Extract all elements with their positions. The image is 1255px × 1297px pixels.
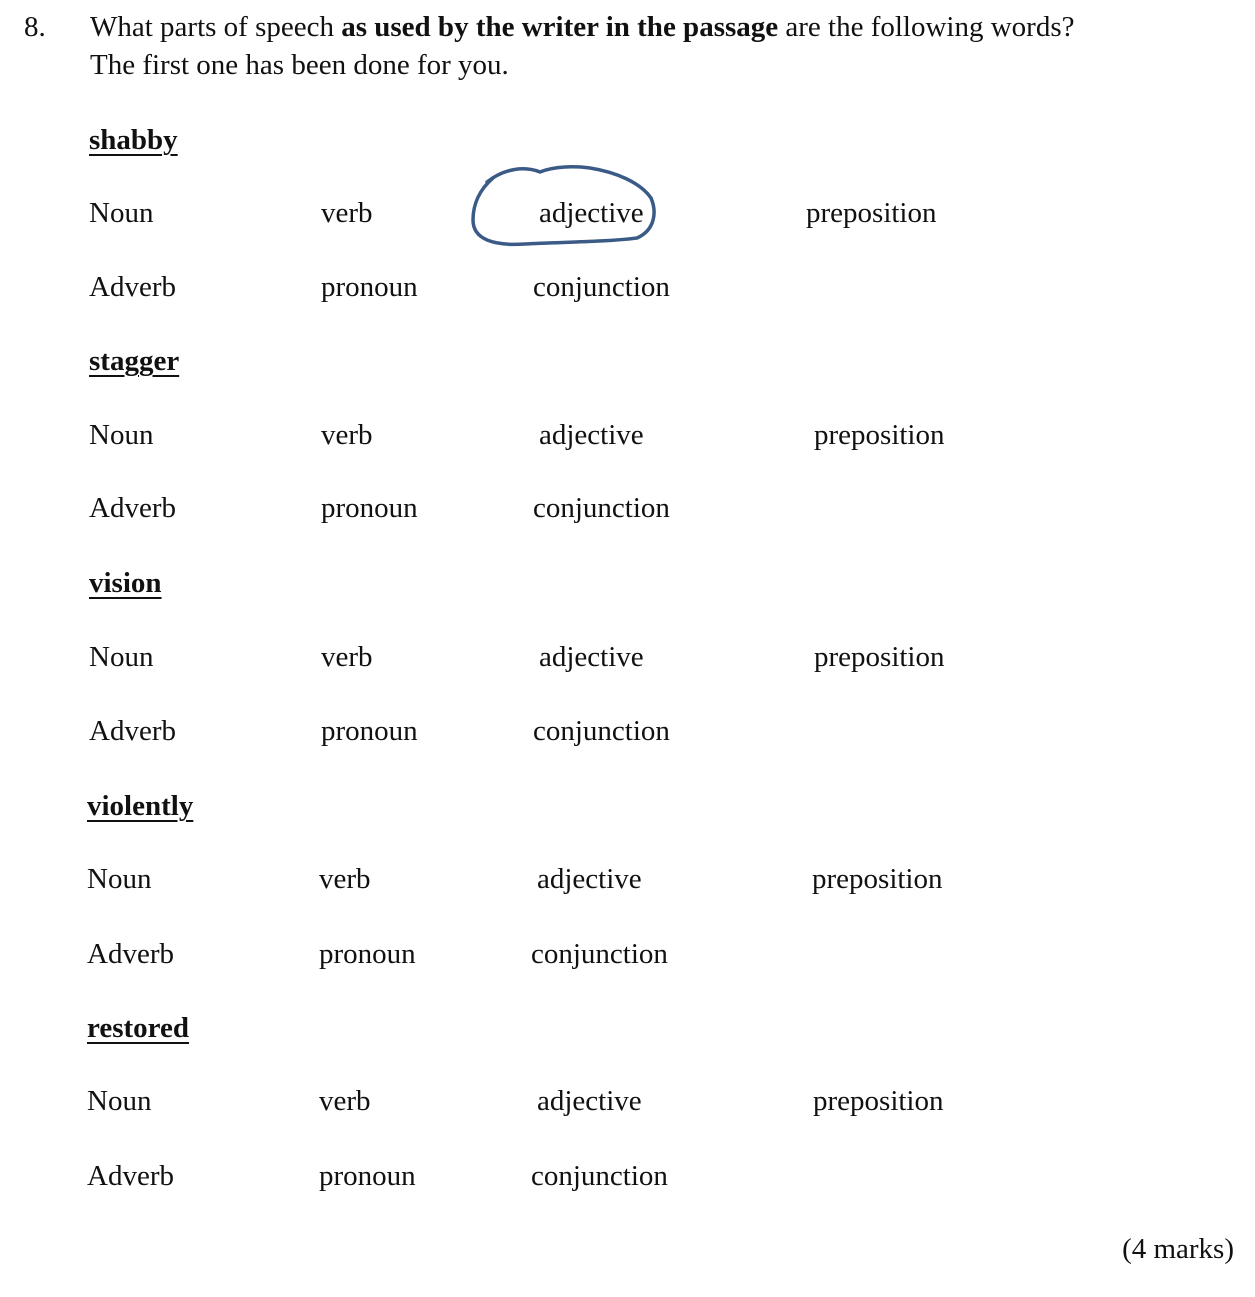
question-instruction: The first one has been done for you. xyxy=(90,49,509,81)
option-adverb[interactable]: Adverb xyxy=(89,715,176,747)
option-pronoun[interactable]: pronoun xyxy=(321,492,418,524)
option-adjective[interactable]: adjective xyxy=(539,641,644,673)
option-preposition[interactable]: preposition xyxy=(806,197,937,229)
option-pronoun[interactable]: pronoun xyxy=(321,271,418,303)
option-noun[interactable]: Noun xyxy=(89,419,154,451)
option-adjective[interactable]: adjective xyxy=(539,419,644,451)
option-conjunction[interactable]: conjunction xyxy=(533,715,670,747)
option-adjective[interactable]: adjective xyxy=(537,863,642,895)
target-word-violently: violently xyxy=(87,790,194,822)
option-verb[interactable]: verb xyxy=(319,863,371,895)
option-noun[interactable]: Noun xyxy=(89,641,154,673)
option-verb[interactable]: verb xyxy=(319,1085,371,1117)
option-preposition[interactable]: preposition xyxy=(814,641,945,673)
option-pronoun[interactable]: pronoun xyxy=(319,938,416,970)
option-pronoun[interactable]: pronoun xyxy=(321,715,418,747)
option-adverb[interactable]: Adverb xyxy=(89,271,176,303)
option-adverb[interactable]: Adverb xyxy=(87,1160,174,1192)
question-emphasis: as used by the writer in the passage xyxy=(341,11,779,43)
option-noun[interactable]: Noun xyxy=(87,863,152,895)
option-noun[interactable]: Noun xyxy=(89,197,154,229)
option-adverb[interactable]: Adverb xyxy=(89,492,176,524)
option-verb[interactable]: verb xyxy=(321,419,373,451)
option-preposition[interactable]: preposition xyxy=(812,863,943,895)
question-number: 8. xyxy=(24,11,46,43)
question-intro: What parts of speech xyxy=(90,11,342,43)
option-conjunction[interactable]: conjunction xyxy=(531,1160,668,1192)
target-word-restored: restored xyxy=(87,1012,190,1044)
option-pronoun[interactable]: pronoun xyxy=(319,1160,416,1192)
option-conjunction[interactable]: conjunction xyxy=(531,938,668,970)
option-verb[interactable]: verb xyxy=(321,641,373,673)
option-noun[interactable]: Noun xyxy=(87,1085,152,1117)
option-preposition[interactable]: preposition xyxy=(813,1085,944,1117)
option-adjective[interactable]: adjective xyxy=(537,1085,642,1117)
option-conjunction[interactable]: conjunction xyxy=(533,271,670,303)
option-adjective[interactable]: adjective xyxy=(539,197,644,229)
marks-label: (4 marks) xyxy=(1122,1233,1234,1265)
target-word-vision: vision xyxy=(89,567,162,599)
question-intro-end: are the following words? xyxy=(778,11,1075,43)
option-conjunction[interactable]: conjunction xyxy=(533,492,670,524)
option-preposition[interactable]: preposition xyxy=(814,419,945,451)
question-text xyxy=(90,8,1220,84)
target-word-shabby: shabby xyxy=(89,124,178,156)
option-adverb[interactable]: Adverb xyxy=(87,938,174,970)
target-word-stagger: stagger xyxy=(89,345,180,377)
option-verb[interactable]: verb xyxy=(321,197,373,229)
